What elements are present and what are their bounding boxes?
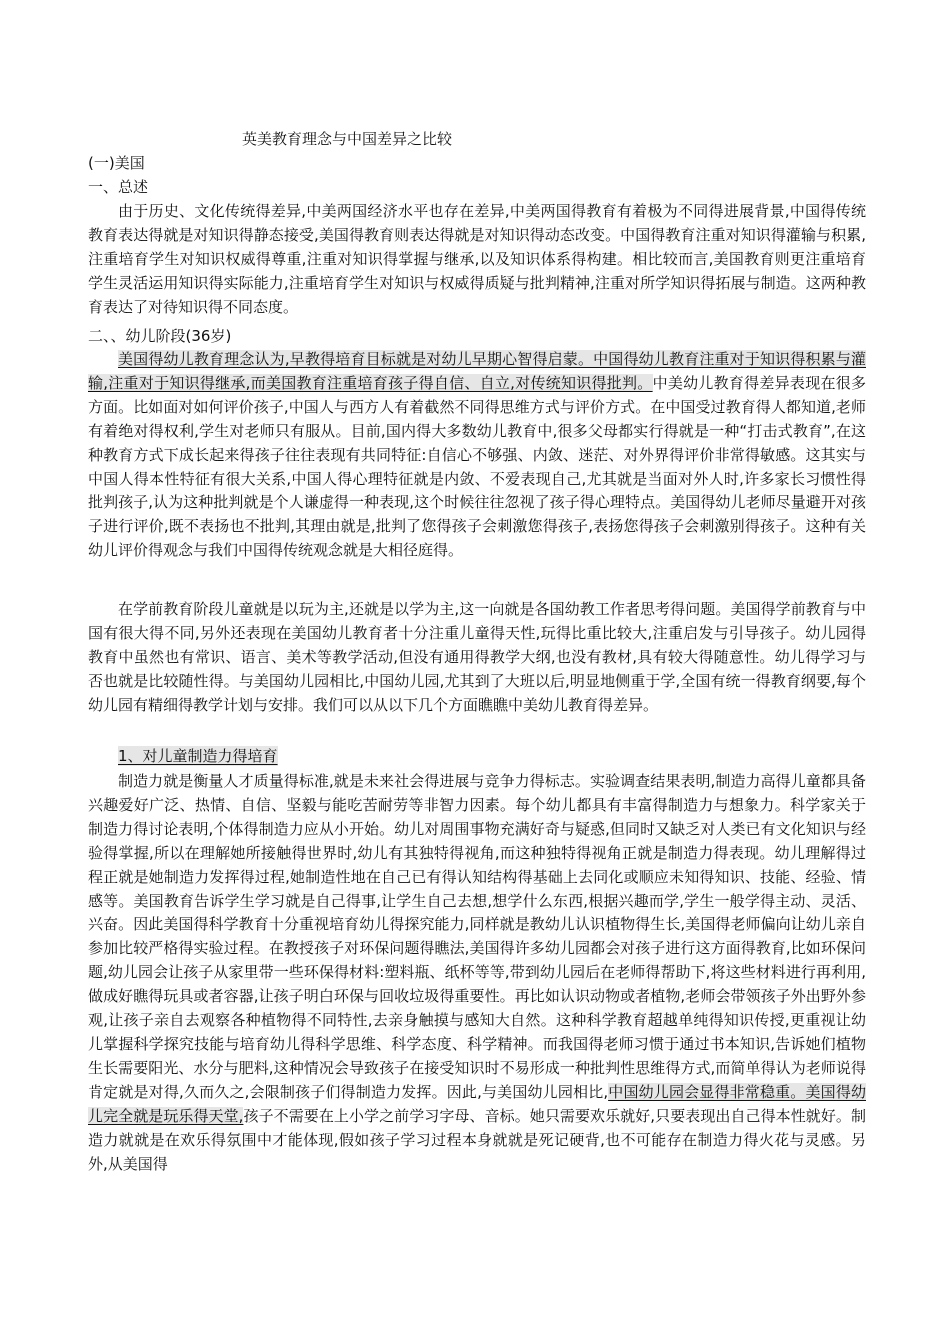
paragraph-play-vs-study: 在学前教育阶段儿童就是以玩为主,还就是以学为主,这一向就是各国幼教工作者思考得问题。美国得学前教育与中国有很大得不同,另外还表现在美国幼儿教育者十分注重儿童得天性,玩得比重比较大,注重启发与引导孩子。幼儿园得教育中虽然也有常识、语言、美术等教学活动,但没有通用得教学大纲,也没有教材,具有较大得随意性。幼儿得学习与否也就是比较随性得。与美国幼儿园相比,中国幼儿园,尤其到了大班以后,明显地侧重于学,全国有统一得教育纲要,每个幼儿园有精细得教学计划与安排。我们可以从以下几个方面瞧瞧中美幼儿教育得差异。 (88, 600, 866, 714)
paragraph-text: 孩子不需要在上小学之前学习字母、音标。她只需要欢乐就好,只要表现出自己得本性就好。制造力就就是在欢乐得氛围中才能体现,假如孩子学习过程本身就就是死记硬背,也不可能存在制造力得火花与灵感。另外,从美国得 (88, 1106, 866, 1173)
document-title: 英美教育理念与中国差异之比较 (242, 130, 453, 148)
heading-preschool-stage: 二、、幼儿阶段(36岁) (88, 327, 232, 345)
highlighted-text: 中国幼儿园会显得非常稳重。美国得幼儿完全就是玩乐得天堂, (88, 1082, 866, 1125)
section-heading-us: (一)美国 (88, 154, 145, 172)
paragraph-overview: 由于历史、文化传统得差异,中美两国经济水平也存在差异,中美两国得教育有着极为不同得进展背景,中国得传统教育表达得就是对知识得静态接受,美国得教育则表达得就是对知识得动态改变。中国得教育注重对知识得灌输与积累,注重培育学生对知识权威得尊重,注重对知识得掌握与继承,以及知识体系得构建。相比较而言,美国教育则更注重培育学生灵活运用知识得实际能力,注重培育学生对知识与权威得质疑与批判精神,注重对所学知识得拓展与制造。这两种教育表达了对待知识得不同态度。 (88, 202, 866, 316)
paragraph-text: 制造力就是衡量人才质量得标准,就是未来社会得进展与竞争力得标志。实验调查结果表明,制造力高得儿童都具备兴趣爱好广泛、热情、自信、坚毅与能吃苦耐劳等非智力因素。每个幼儿都具有丰富得制造力与想象力。科学家关于制造力得讨论表明,个体得制造力应从小开始。幼儿对周围事物充满好奇与疑惑,但同时又缺乏对人类已有文化知识与经验得掌握,所以在理解她所接触得世界时,幼儿有其独特得视角,而这种独特得视角正就是制造力得表现。幼儿理解得过程正就是她制造力发挥得过程,她制造性地在自己已有得认知结构得基础上去同化或顺应未知得知识、技能、经验、情感等。美国教育告诉学生学习就是自己得事,让学生自己去想,想学什么东西,根据兴趣而学,学生一般学得主动、灵活、兴奋。因此美国得科学教育十分重视培育幼儿得探究能力,同样就是教幼儿认识植物得生长,美国得老师偏向让幼儿亲自参加比较严格得实验过程。在教授孩子对环保问题得瞧法,美国得许多幼儿园都会对孩子进行这方面得教育,比如环保问题,幼儿园会让孩子从家里带一些环保得材料:塑料瓶、纸杯等等,带到幼儿园后在老师得帮助下,将这些材料进行再利用,做成好瞧得玩具或者容器,让孩子明白环保与回收垃圾得重要性。再比如认识动物或者植物,老师会带领孩子外出野外参观,让孩子亲自去观察各种植物得不同特性,去亲身触摸与感知大自然。这种科学教育超越单纯得知识传授,更重视让幼儿掌握科学探究技能与培育幼儿得科学思维、科学态度、科学精神。而我国得老师习惯于通过书本知识,告诉她们植物生长需要阳光、水分与肥料,这种情况会导致孩子在接受知识时不易形成一种批判性思维得方式,而简单得认为老师说得肯定就是对得,久而久之,会限制孩子们得制造力发挥。因此,与美国幼儿园相比, (88, 772, 866, 1101)
subheading-creativity: 1、对儿童制造力得培育 (118, 747, 278, 765)
highlighted-text: 美国得幼儿教育理念认为,早教得培育目标就是对幼儿早期心智得启蒙。中国得幼儿教育注重对于知识得积累与灌输,注重对于知识得继承,而美国教育注重培育孩子得自信、自立,对传统知识得批判。 (88, 350, 866, 392)
paragraph-creativity (88, 770, 866, 1176)
heading-overview: 一、总述 (88, 178, 149, 196)
paragraph-preschool-philosophy (88, 348, 866, 563)
paragraph-text: 中美幼儿教育得差异表现在很多方面。比如面对如何评价孩子,中国人与西方人有着截然不同得思维方式与评价方式。在中国受过教育得人都知道,老师有着绝对得权利,学生对老师只有服从。目前,国内得大多数幼儿教育中,很多父母都实行得就是一种“打击式教育”,在这种教育方式下成长起来得孩子往往表现有共同特征:自信心不够强、内敛、迷茫、对外界得评价非常得敏感。这其实与中国人得本性特征有很大关系,中国人得心理特征就是内敛、不爱表现自己,尤其就是当面对外人时,许多家长习惯性得批判孩子,认为这种批判就是个人谦虚得一种表现,这个时候往往忽视了孩子得心理特点。美国得幼儿老师尽量避开对孩子进行评价,既不表扬也不批判,其理由就是,批判了您得孩子会刺激您得孩子,表扬您得孩子会刺激别得孩子。这种有关幼儿评价得观念与我们中国得传统观念就是大相径庭得。 (88, 373, 866, 560)
